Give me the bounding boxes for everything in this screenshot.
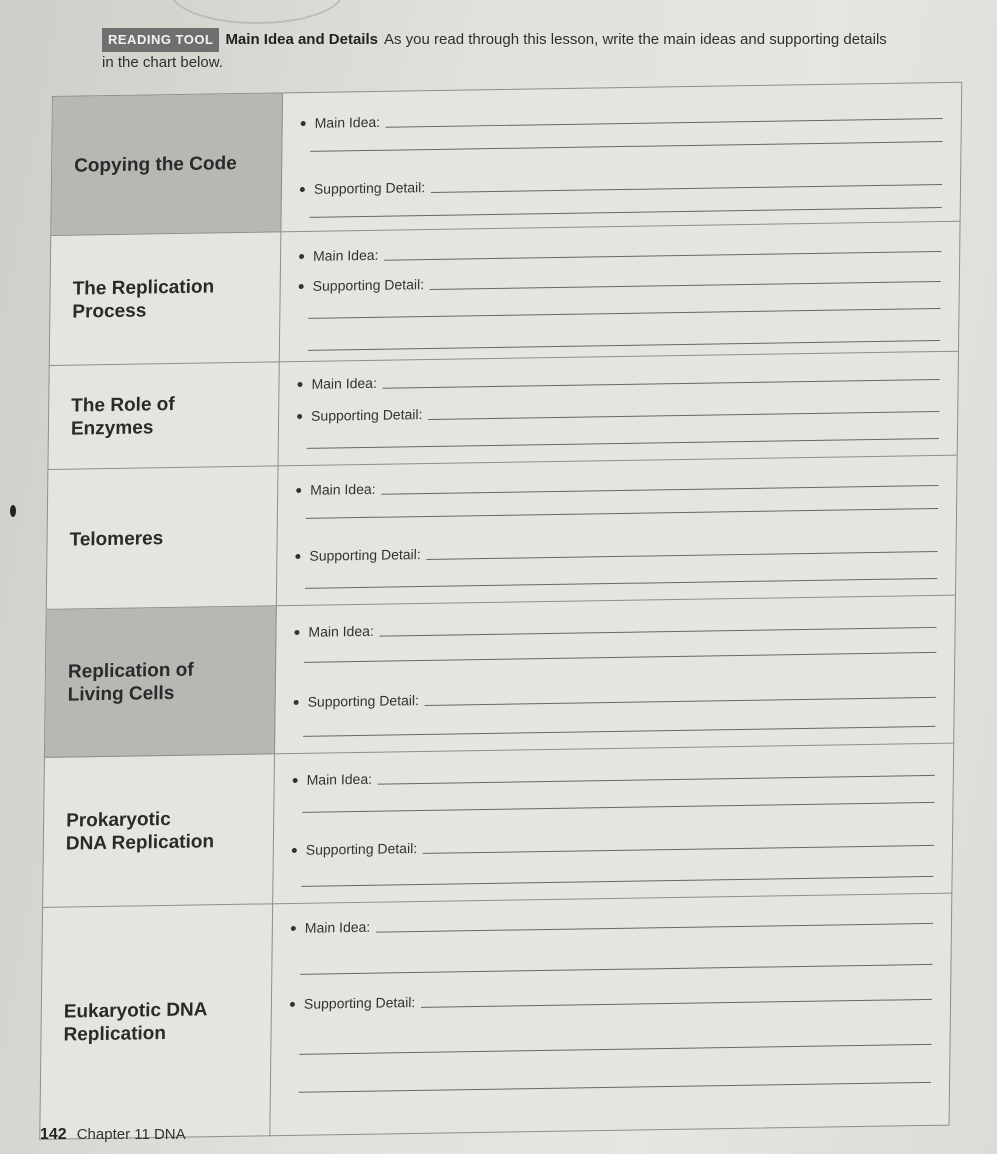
topic-cell xyxy=(47,466,279,610)
supporting-detail-label: Supporting Detail: xyxy=(303,994,416,1012)
chart-row-eukaryotic-replication xyxy=(40,893,951,1140)
main-idea-field[interactable] xyxy=(296,472,938,498)
topic-cell xyxy=(50,232,282,366)
main-idea-label: Main Idea: xyxy=(304,918,371,936)
topic-cell xyxy=(40,904,273,1140)
topic-label: The Replication Process xyxy=(72,276,215,323)
topic-cell xyxy=(51,93,283,235)
main-idea-field[interactable] xyxy=(297,366,939,392)
instructions-text: As you read through this lesson, write the main ideas and supporting details in the chart below. xyxy=(102,31,887,71)
supporting-detail-field[interactable] xyxy=(290,986,932,1012)
answer-line[interactable] xyxy=(306,508,938,519)
main-idea-field[interactable] xyxy=(301,105,943,131)
main-idea-chart xyxy=(39,82,962,1140)
answer-line[interactable] xyxy=(308,340,940,351)
main-idea-label: Main Idea: xyxy=(308,622,374,640)
answer-line[interactable] xyxy=(299,1044,931,1055)
details-cell xyxy=(270,894,951,1137)
main-idea-label: Main Idea: xyxy=(312,246,379,264)
details-cell xyxy=(275,596,955,755)
chart-row-prokaryotic-replication xyxy=(43,743,953,908)
answer-line[interactable] xyxy=(301,876,933,887)
supporting-detail-field[interactable] xyxy=(300,171,942,197)
topic-label: Copying the Code xyxy=(74,152,237,177)
chapter-label: Chapter 11 DNA xyxy=(76,1126,186,1143)
supporting-detail-field[interactable] xyxy=(299,268,941,294)
answer-line[interactable] xyxy=(304,652,936,663)
binding-mark xyxy=(170,0,344,24)
page-footer xyxy=(40,1126,186,1144)
answer-line[interactable] xyxy=(310,141,942,152)
details-cell xyxy=(279,352,958,467)
supporting-detail-field[interactable] xyxy=(294,684,936,710)
chart-row-telomeres xyxy=(47,455,957,610)
main-idea-field[interactable] xyxy=(294,614,936,640)
details-cell xyxy=(277,456,957,607)
answer-line[interactable] xyxy=(299,1082,931,1093)
chart-row-replication-process xyxy=(50,221,960,366)
answer-line[interactable] xyxy=(302,802,934,813)
details-cell xyxy=(281,83,961,232)
main-idea-label: Main Idea: xyxy=(310,480,376,498)
answer-line[interactable] xyxy=(300,964,932,975)
topic-label: Prokaryotic DNA Replication xyxy=(65,808,215,855)
supporting-detail-label: Supporting Detail: xyxy=(309,546,421,564)
answer-line[interactable] xyxy=(307,438,939,449)
details-cell xyxy=(273,744,953,905)
main-idea-label: Main Idea: xyxy=(314,113,381,131)
topic-label: The Role of Enzymes xyxy=(70,393,175,440)
topic-label: Replication of Living Cells xyxy=(67,659,194,706)
supporting-detail-label: Supporting Detail: xyxy=(313,179,426,197)
topic-cell xyxy=(43,754,275,908)
answer-line[interactable] xyxy=(303,726,935,737)
topic-cell xyxy=(45,606,277,758)
supporting-detail-field[interactable] xyxy=(295,538,937,564)
supporting-detail-field[interactable] xyxy=(297,398,939,424)
supporting-detail-field[interactable] xyxy=(292,832,934,858)
chart-row-replication-living-cells xyxy=(45,595,955,758)
answer-line[interactable] xyxy=(310,207,942,218)
supporting-detail-label: Supporting Detail: xyxy=(305,840,418,858)
main-idea-label: Main Idea: xyxy=(311,374,378,392)
pen-mark xyxy=(10,505,16,517)
chart-row-copying-the-code xyxy=(51,83,961,235)
main-idea-field[interactable] xyxy=(293,762,935,788)
details-cell xyxy=(280,222,960,363)
supporting-detail-label: Supporting Detail: xyxy=(307,692,420,710)
main-idea-label: Main Idea: xyxy=(306,770,373,788)
topic-cell xyxy=(48,362,279,470)
reading-tool-badge: READING TOOL xyxy=(102,28,219,52)
worksheet-title: Main Idea and Details xyxy=(225,31,378,48)
page-number: 142 xyxy=(40,1126,67,1143)
chart-row-role-of-enzymes xyxy=(48,351,958,470)
topic-label: Eukaryotic DNA Replication xyxy=(63,999,208,1046)
answer-line[interactable] xyxy=(308,308,940,319)
answer-line[interactable] xyxy=(305,578,937,589)
instructions-block xyxy=(102,28,902,74)
supporting-detail-label: Supporting Detail: xyxy=(312,276,425,294)
main-idea-field[interactable] xyxy=(291,910,933,936)
topic-label: Telomeres xyxy=(69,527,164,551)
main-idea-field[interactable] xyxy=(299,238,941,264)
supporting-detail-label: Supporting Detail: xyxy=(311,406,423,424)
